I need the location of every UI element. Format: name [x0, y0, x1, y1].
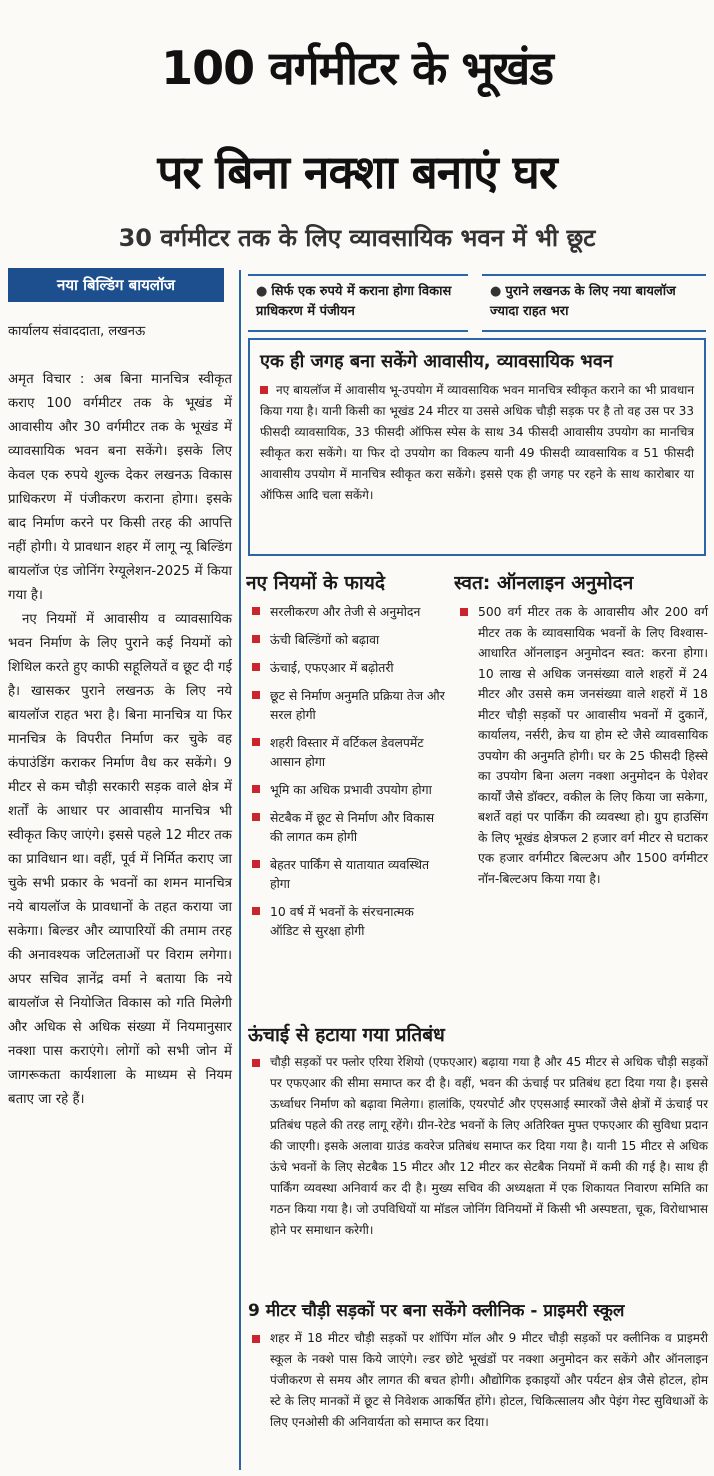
byline: कार्यालय संवाददाता, लखनऊ	[8, 324, 146, 339]
list-item: सरलीकरण और तेजी से अनुमोदन	[246, 602, 446, 621]
benefits-section	[246, 568, 446, 949]
red-square-icon	[252, 813, 260, 821]
height-title: ऊंचाई से हटाया गया प्रतिबंध	[248, 1024, 445, 1046]
benefits-list	[246, 602, 446, 940]
online-text-body: 500 वर्ग मीटर तक के आवासीय और 200 वर्ग मीटर तक के व्यावसायिक भवनों के लिए विश्वास-आधारित ऑनलाइन अनुमोदन स्वत: करना होगा। 10 लाख से अधिक जनसंख्या वाले शहरों में 24 मीटर और उससे कम जनसंख्या वाले शहरों में 18 मीटर चौड़ी सड़कों पर आवासीय भवनों में दुकानें, कार्यालय, नर्सरी, क्रेच या होम स्टे जैसे व्यावसायिक उपयोग की अनुमति होगी। घर के 25 फीसदी हिस्से का उपयोग बिना अलग नक्शा अनुमोदन के पेशेवर कार्यों जैसे डॉक्टर, वकील के लिए किया जा सकेगा, बशर्ते वहां पर पार्किंग की व्यवस्था हो। ग्रुप हाउसिंग के लिए भूखंड क्षेत्रफल 2 हजार वर्ग मीटर से घटाकर एक हजार वर्गमीटर बिल्टअप और 1500 वर्गमीटर नॉन-बिल्टअप किया गया है।	[478, 605, 708, 886]
highlight-text: सिर्फ एक रुपये में कराना होगा विकास प्राधिकरण में पंजीयन	[256, 284, 452, 319]
box-text	[260, 380, 694, 506]
red-square-icon	[252, 691, 260, 699]
height-section	[248, 1020, 708, 1241]
bullet-icon: ●	[256, 284, 268, 299]
section-tag: नया बिल्डिंग बायलॉज	[8, 268, 224, 302]
benefits-title: नए नियमों के फायदे	[246, 572, 385, 594]
list-item: छूट से निर्माण अनुमति प्रक्रिया तेज और सरल होगी	[246, 686, 446, 724]
list-item: 10 वर्ष में भवनों के संरचनात्मक ऑडिट से सुरक्षा होगी	[246, 902, 446, 940]
red-square-icon	[252, 860, 260, 868]
list-item: ऊंची बिल्डिंगों को बढ़ावा	[246, 630, 446, 649]
headline-line-2: पर बिना नक्शा बनाएं घर	[157, 145, 557, 199]
online-section	[454, 568, 708, 889]
highlight-text: पुराने लखनऊ के लिए नया बायलॉज ज्यादा राहत भरा	[490, 284, 676, 319]
red-square-icon	[252, 663, 260, 671]
clinic-text	[248, 1328, 708, 1433]
clinic-title: 9 मीटर चौड़ी सड़कों पर बना सकेंगे क्लीनिक - प्राइमरी स्कूल	[248, 1301, 625, 1321]
red-square-icon	[252, 785, 260, 793]
list-item: सेटबैक में छूट से निर्माण और विकास की लागत कम होगी	[246, 808, 446, 846]
bullet-icon: ●	[490, 284, 502, 299]
height-text	[248, 1052, 708, 1241]
highlight-2	[482, 274, 706, 332]
box-title: एक ही जगह बना सकेंगे आवासीय, व्यावसायिक भवन	[260, 351, 613, 372]
info-box	[248, 338, 706, 556]
red-square-icon	[252, 907, 260, 915]
red-square-icon	[460, 608, 468, 616]
red-square-icon	[252, 1059, 260, 1067]
red-square-icon	[252, 635, 260, 643]
column-divider	[239, 270, 241, 1470]
subheading: 30 वर्गमीटर तक के लिए व्यावसायिक भवन में भी छूट	[118, 224, 596, 252]
red-square-icon	[252, 607, 260, 615]
body-paragraph-2: नए नियमों में आवासीय व व्यावसायिक भवन निर्माण के लिए पुराने कई नियमों को शिथिल करते हुए काफी सहूलियतें व छूट दी गई है। खासकर पुराने लखनऊ के लिए नये बायलॉज राहत भरा है। बिना मानचित्र या फिर मानचित्र के विपरीत निर्माण कर चुके वह कंपाउंडिंग कराकर निर्माण वैध कर सकेंगे। 9 मीटर से कम चौड़ी सरकारी सड़क वाले क्षेत्र में शर्तों के आधार पर आवासीय मानचित्र भी स्वीकृत किए जाएंगे। इससे पहले 12 मीटर तक का प्राविधान था। वहीं, पूर्व में निर्मित कराए जा चुके सभी प्रकार के भवनों का शमन मानचित्र नये बायलॉज के प्रावधानों के तहत कराया जा सकेगा। बिल्डर और व्यापारियों की तमाम तरह की अनावश्यक जटिलताओं पर विराम लगेगा। अपर सचिव ज्ञानेंद्र वर्मा ने बताया कि नये बायलॉज से नियोजित विकास को गति मिलेगी और अधिक से अधिक संख्या में नियमानुसार नक्शा पास कराएंगे। लोगों को सभी जोन में जागरूकता कार्यशाला के माध्यम से नियम बताए जा रहे हैं।	[8, 612, 232, 1107]
box-text-body: नए बायलॉज में आवासीय भू-उपयोग में व्यावसायिक भवन मानचित्र स्वीकृत कराने का भी प्रावधान किया गया है। यानी किसी का भूखंड 24 मीटर या उससे अधिक चौड़ी सड़क पर है तो वह उस पर 33 फीसदी व्यावसायिक, 33 फीसदी ऑफिस स्पेस के साथ 34 फीसदी आवासीय उपयोग का मानचित्र स्वीकृत करा सकेंगे। या फिर दो उपयोग का विकल्प यानी 49 फीसदी व्यावसायिक व 51 फीसदी आवासीय उपयोग में मानचित्र स्वीकृत करा सकेंगे। इससे एक ही जगह पर रहने के साथ कारोबार या ऑफिस आदि चला सकेंगे।	[260, 383, 694, 502]
highlight-1	[248, 274, 468, 332]
red-square-icon	[260, 386, 268, 394]
list-item: भूमि का अधिक प्रभावी उपयोग होगा	[246, 780, 446, 799]
list-item: ऊंचाई, एफएआर में बढ़ोतरी	[246, 658, 446, 677]
height-text-body: चौड़ी सड़कों पर फ्लोर एरिया रेशियो (एफएआर) बढ़ाया गया है और 45 मीटर से अधिक चौड़ी सड़कों पर एफएआर की सीमा समाप्त कर दी है। वहीं, भवन की ऊंचाई पर प्रतिबंध हटा दिया गया है। इससे ऊर्ध्वाधर निर्माण को बढ़ावा मिलेगा। हालांकि, एयरपोर्ट और एएसआई स्मारकों जैसे क्षेत्रों में ऊंचाई पर प्रतिबंध पहले की तरह लागू रहेंगे। ग्रीन-रेटेड भवनों के लिए अतिरिक्त मुफ्त एफएआर की सुविधा प्रदान की जाएगी। इसके अलावा ग्राउंड कवरेज प्रतिबंध समाप्त कर दिया गया है। यानी 15 मीटर से अधिक ऊंचे भवनों के लिए सेटबैक 15 मीटर और 12 मीटर कर सेटबैक नियमों में कमी की गई है। साथ ही पार्किंग व्यवस्था अनिवार्य कर दी है। मुख्य सचिव की अध्यक्षता में एक शिकायत निवारण समिति का गठन किया गया है। जो उपविधियों या मॉडल जोनिंग विनियमों में किसी भी अस्पष्टता, चूक, विरोधाभास होने पर समाधान करेगी।	[270, 1055, 708, 1237]
online-text	[454, 602, 708, 889]
red-square-icon	[252, 1335, 260, 1343]
clinic-text-body: शहर में 18 मीटर चौड़ी सड़कों पर शॉपिंग मॉल और 9 मीटर चौड़ी सड़कों पर क्लीनिक व प्राइमरी स्कूल के नक्शे पास किये जाएंगे। ल्डर छोटे भूखंडों पर नक्शा अनुमोदन कर सकेंगे और ऑनलाइन पंजीकरण से समय और लागत की बचत होगी। औद्योगिक इकाइयों और पर्यटन क्षेत्र जैसे होटल, होम स्टे के लिए मानकों में छूट से निवेशक आकर्षित होंगे। होटल, चिकित्सालय और पेइंग गेस्ट सुविधाओं के लिए एनओसी की अनिवार्यता को समाप्त कर दिया।	[270, 1331, 708, 1429]
clinic-section	[248, 1296, 708, 1433]
headline-line-1: 100 वर्गमीटर के भूखंड	[161, 41, 553, 95]
online-title: स्वत: ऑनलाइन अनुमोदन	[454, 572, 634, 594]
list-item: बेहतर पार्किंग से यातायात व्यवस्थित होगा	[246, 855, 446, 893]
red-square-icon	[252, 738, 260, 746]
body-paragraph-1: अमृत विचार : अब बिना मानचित्र स्वीकृत कराए 100 वर्गमीटर तक के भूखंड में आवासीय और 30 वर्गमीटर तक के भूखंड में व्यावसायिक भवन बना सकेंगे। इसके लिए केवल एक रुपये शुल्क देकर लखनऊ विकास प्राधिकरण में पंजीकरण कराना होगा। इसके बाद निर्माण करने पर किसी तरह की आपत्ति नहीं होगी। ये प्रावधान शहर में लागू न्यू बिल्डिंग बायलॉज एंड जोनिंग रेग्यूलेशन-2025 में किया गया है।	[8, 372, 232, 603]
list-item: शहरी विस्तार में वर्टिकल डेवलपमेंट आसान होगा	[246, 733, 446, 771]
left-column	[8, 368, 232, 1112]
